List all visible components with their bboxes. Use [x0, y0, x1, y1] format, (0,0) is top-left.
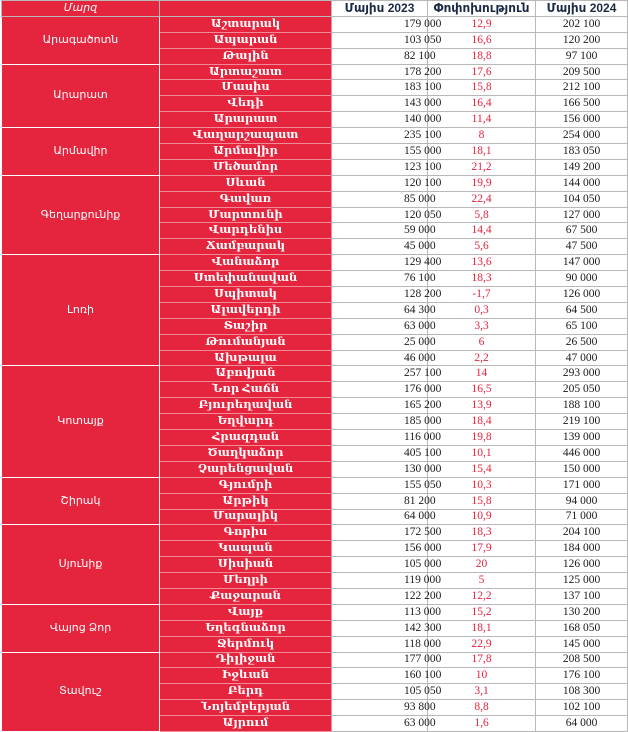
table-row — [2, 366, 628, 382]
change-value: 15,8 — [428, 493, 536, 509]
city-name: Բյուրեղավան — [160, 398, 332, 414]
city-name: Դիլիջան — [160, 652, 332, 668]
value-may-2024: 208 500 — [536, 652, 628, 668]
value-may-2023: 172 500 — [332, 525, 428, 541]
value-may-2024: 104 050 — [536, 191, 628, 207]
value-may-2023: 45 000 — [332, 239, 428, 255]
table-row — [2, 525, 628, 541]
change-value: 14,4 — [428, 223, 536, 239]
value-may-2024: 183 050 — [536, 144, 628, 160]
city-name: Եղվարդ — [160, 414, 332, 430]
value-may-2024: 108 300 — [536, 684, 628, 700]
value-may-2023: 155 000 — [332, 144, 428, 160]
change-value: 11,4 — [428, 112, 536, 128]
city-name: Գորիս — [160, 525, 332, 541]
value-may-2024: 212 100 — [536, 80, 628, 96]
value-may-2024: 205 050 — [536, 382, 628, 398]
change-value: 17,9 — [428, 541, 536, 557]
change-value: 5,6 — [428, 239, 536, 255]
change-value: 1,6 — [428, 716, 536, 732]
city-name: Մարտունի — [160, 207, 332, 223]
change-value: 19,9 — [428, 175, 536, 191]
value-may-2024: 127 000 — [536, 207, 628, 223]
table-row — [2, 16, 628, 32]
value-may-2023: 120 100 — [332, 175, 428, 191]
value-may-2023: 25 000 — [332, 334, 428, 350]
region-name: Արմավիր — [2, 128, 160, 176]
value-may-2024: 64 000 — [536, 716, 628, 732]
change-value: 18,1 — [428, 144, 536, 160]
change-value: 16,4 — [428, 96, 536, 112]
city-name: Արթիկ — [160, 493, 332, 509]
city-name: Մեծամոր — [160, 159, 332, 175]
city-name: Աբովյան — [160, 366, 332, 382]
city-name: Վարդենիս — [160, 223, 332, 239]
value-may-2024: 65 100 — [536, 318, 628, 334]
city-name: Թալին — [160, 48, 332, 64]
city-name: Իջևան — [160, 668, 332, 684]
city-name: Թումանյան — [160, 334, 332, 350]
change-value: 18,4 — [428, 414, 536, 430]
value-may-2023: 118 000 — [332, 636, 428, 652]
city-name: Գյումրի — [160, 477, 332, 493]
table-row — [2, 255, 628, 271]
change-value: 5 — [428, 573, 536, 589]
value-may-2024: 90 000 — [536, 271, 628, 287]
value-may-2024: 145 000 — [536, 636, 628, 652]
value-may-2023: 140 000 — [332, 112, 428, 128]
change-value: 5,8 — [428, 207, 536, 223]
city-name: Մեղրի — [160, 573, 332, 589]
value-may-2023: 129 400 — [332, 255, 428, 271]
value-may-2024: 64 500 — [536, 302, 628, 318]
city-name: Նոյեմբերյան — [160, 700, 332, 716]
change-value: 17,8 — [428, 652, 536, 668]
value-may-2024: 168 050 — [536, 620, 628, 636]
change-value: 10 — [428, 668, 536, 684]
value-may-2023: 64 000 — [332, 509, 428, 525]
value-may-2024: 47 500 — [536, 239, 628, 255]
region-name: Արագածոտն — [2, 16, 160, 64]
value-may-2024: 47 000 — [536, 350, 628, 366]
change-value: 0,3 — [428, 302, 536, 318]
region-name: Շիրակ — [2, 477, 160, 525]
value-may-2023: 82 100 — [332, 48, 428, 64]
city-name: Չարենցավան — [160, 461, 332, 477]
city-name: Քաջարան — [160, 588, 332, 604]
city-name: Նոր Հաճն — [160, 382, 332, 398]
city-name: Ճամբարակ — [160, 239, 332, 255]
table-row — [2, 64, 628, 80]
value-may-2023: 185 000 — [332, 414, 428, 430]
table-row — [2, 604, 628, 620]
value-may-2023: 105 000 — [332, 557, 428, 573]
value-may-2024: 446 000 — [536, 445, 628, 461]
change-value: 18,3 — [428, 525, 536, 541]
change-value: 22,9 — [428, 636, 536, 652]
city-name: Տաշիր — [160, 318, 332, 334]
city-name: Ծաղկաձոր — [160, 445, 332, 461]
change-value: 12,2 — [428, 588, 536, 604]
city-name: Սիսիան — [160, 557, 332, 573]
value-may-2023: 176 000 — [332, 382, 428, 398]
value-may-2024: 137 100 — [536, 588, 628, 604]
header-city — [160, 1, 332, 17]
value-may-2023: 235 100 — [332, 128, 428, 144]
value-may-2023: 59 000 — [332, 223, 428, 239]
change-value: 22,4 — [428, 191, 536, 207]
change-value: 10,9 — [428, 509, 536, 525]
value-may-2024: 147 000 — [536, 255, 628, 271]
value-may-2024: 176 100 — [536, 668, 628, 684]
city-name: Բերդ — [160, 684, 332, 700]
value-may-2023: 130 000 — [332, 461, 428, 477]
value-may-2023: 142 300 — [332, 620, 428, 636]
value-may-2023: 160 100 — [332, 668, 428, 684]
value-may-2023: 63 000 — [332, 318, 428, 334]
change-value: 14 — [428, 366, 536, 382]
city-name: Ջերմուկ — [160, 636, 332, 652]
table-row — [2, 128, 628, 144]
change-value: 18,8 — [428, 48, 536, 64]
header-row — [2, 1, 628, 17]
value-may-2024: 94 000 — [536, 493, 628, 509]
value-may-2024: 130 200 — [536, 604, 628, 620]
value-may-2024: 125 000 — [536, 573, 628, 589]
city-name: Ապարան — [160, 32, 332, 48]
region-name: Կոտայք — [2, 366, 160, 477]
value-may-2023: 93 800 — [332, 700, 428, 716]
value-may-2024: 71 000 — [536, 509, 628, 525]
value-may-2024: 149 200 — [536, 159, 628, 175]
table-row — [2, 477, 628, 493]
city-name: Ստեփանավան — [160, 271, 332, 287]
city-name: Ալավերդի — [160, 302, 332, 318]
value-may-2023: 105 050 — [332, 684, 428, 700]
change-value: 10,3 — [428, 477, 536, 493]
value-may-2023: 120 050 — [332, 207, 428, 223]
value-may-2024: 126 000 — [536, 557, 628, 573]
change-value: 2,2 — [428, 350, 536, 366]
city-name: Արմավիր — [160, 144, 332, 160]
header-may-2024: Մայիս 2024 — [536, 1, 628, 17]
city-name: Արարատ — [160, 112, 332, 128]
value-may-2023: 179 000 — [332, 16, 428, 32]
value-may-2023: 119 000 — [332, 573, 428, 589]
value-may-2024: 150 000 — [536, 461, 628, 477]
value-may-2024: 120 200 — [536, 32, 628, 48]
value-may-2023: 116 000 — [332, 430, 428, 446]
value-may-2023: 76 100 — [332, 271, 428, 287]
change-value: 15,4 — [428, 461, 536, 477]
city-name: Վաղարշապատ — [160, 128, 332, 144]
city-name: Աշտարակ — [160, 16, 332, 32]
value-may-2023: 155 050 — [332, 477, 428, 493]
table-row — [2, 175, 628, 191]
value-may-2023: 405 100 — [332, 445, 428, 461]
value-may-2024: 26 500 — [536, 334, 628, 350]
value-may-2023: 178 200 — [332, 64, 428, 80]
value-may-2024: 166 500 — [536, 96, 628, 112]
city-name: Արտաշատ — [160, 64, 332, 80]
header-change: Փոփոխություն — [428, 1, 536, 17]
change-value: 3,1 — [428, 684, 536, 700]
change-value: 10,1 — [428, 445, 536, 461]
price-table — [1, 0, 628, 732]
change-value: 3,3 — [428, 318, 536, 334]
city-name: Այրում — [160, 716, 332, 732]
change-value: 16,5 — [428, 382, 536, 398]
value-may-2023: 103 050 — [332, 32, 428, 48]
value-may-2024: 254 000 — [536, 128, 628, 144]
value-may-2023: 257 100 — [332, 366, 428, 382]
change-value: 19,8 — [428, 430, 536, 446]
value-may-2024: 293 000 — [536, 366, 628, 382]
value-may-2023: 113 000 — [332, 604, 428, 620]
value-may-2024: 139 000 — [536, 430, 628, 446]
city-name: Սպիտակ — [160, 287, 332, 303]
value-may-2024: 219 100 — [536, 414, 628, 430]
header-region: Մարզ — [2, 1, 160, 17]
value-may-2023: 64 300 — [332, 302, 428, 318]
value-may-2023: 123 100 — [332, 159, 428, 175]
value-may-2023: 122 200 — [332, 588, 428, 604]
value-may-2024: 156 000 — [536, 112, 628, 128]
value-may-2023: 81 200 — [332, 493, 428, 509]
change-value: 18,1 — [428, 620, 536, 636]
value-may-2023: 156 000 — [332, 541, 428, 557]
change-value: 6 — [428, 334, 536, 350]
city-name: Հրազդան — [160, 430, 332, 446]
value-may-2023: 46 000 — [332, 350, 428, 366]
change-value: 20 — [428, 557, 536, 573]
city-name: Մարալիկ — [160, 509, 332, 525]
value-may-2024: 209 500 — [536, 64, 628, 80]
change-value: 13,6 — [428, 255, 536, 271]
city-name: Սևան — [160, 175, 332, 191]
value-may-2023: 128 200 — [332, 287, 428, 303]
city-name: Վայք — [160, 604, 332, 620]
table-row — [2, 652, 628, 668]
change-value: 21,2 — [428, 159, 536, 175]
region-name: Սյունիք — [2, 525, 160, 604]
table-body — [2, 16, 628, 731]
change-value: 18,3 — [428, 271, 536, 287]
change-value: 15,2 — [428, 604, 536, 620]
change-value: 13,9 — [428, 398, 536, 414]
region-name: Տավուշ — [2, 652, 160, 731]
value-may-2024: 67 500 — [536, 223, 628, 239]
value-may-2024: 202 100 — [536, 16, 628, 32]
city-name: Եղեգնաձոր — [160, 620, 332, 636]
city-name: Գավառ — [160, 191, 332, 207]
region-name: Գեղարքունիք — [2, 175, 160, 254]
value-may-2024: 97 100 — [536, 48, 628, 64]
city-name: Մասիս — [160, 80, 332, 96]
value-may-2024: 188 100 — [536, 398, 628, 414]
value-may-2024: 204 100 — [536, 525, 628, 541]
value-may-2023: 177 000 — [332, 652, 428, 668]
region-name: Լոռի — [2, 255, 160, 366]
value-may-2024: 171 000 — [536, 477, 628, 493]
header-may-2023: Մայիս 2023 — [332, 1, 428, 17]
change-value: 16,6 — [428, 32, 536, 48]
value-may-2023: 183 100 — [332, 80, 428, 96]
change-value: 8 — [428, 128, 536, 144]
value-may-2023: 63 000 — [332, 716, 428, 732]
region-name: Արարատ — [2, 64, 160, 128]
value-may-2023: 165 200 — [332, 398, 428, 414]
value-may-2024: 144 000 — [536, 175, 628, 191]
value-may-2023: 143 000 — [332, 96, 428, 112]
city-name: Վեդի — [160, 96, 332, 112]
change-value: 8,8 — [428, 700, 536, 716]
change-value: 12,9 — [428, 16, 536, 32]
city-name: Վանաձոր — [160, 255, 332, 271]
region-name: Վայոց Ձոր — [2, 604, 160, 652]
change-value: -1,7 — [428, 287, 536, 303]
value-may-2024: 184 000 — [536, 541, 628, 557]
city-name: Կապան — [160, 541, 332, 557]
value-may-2023: 85 000 — [332, 191, 428, 207]
value-may-2024: 102 100 — [536, 700, 628, 716]
change-value: 17,6 — [428, 64, 536, 80]
value-may-2024: 126 000 — [536, 287, 628, 303]
city-name: Ախթալա — [160, 350, 332, 366]
change-value: 15,8 — [428, 80, 536, 96]
